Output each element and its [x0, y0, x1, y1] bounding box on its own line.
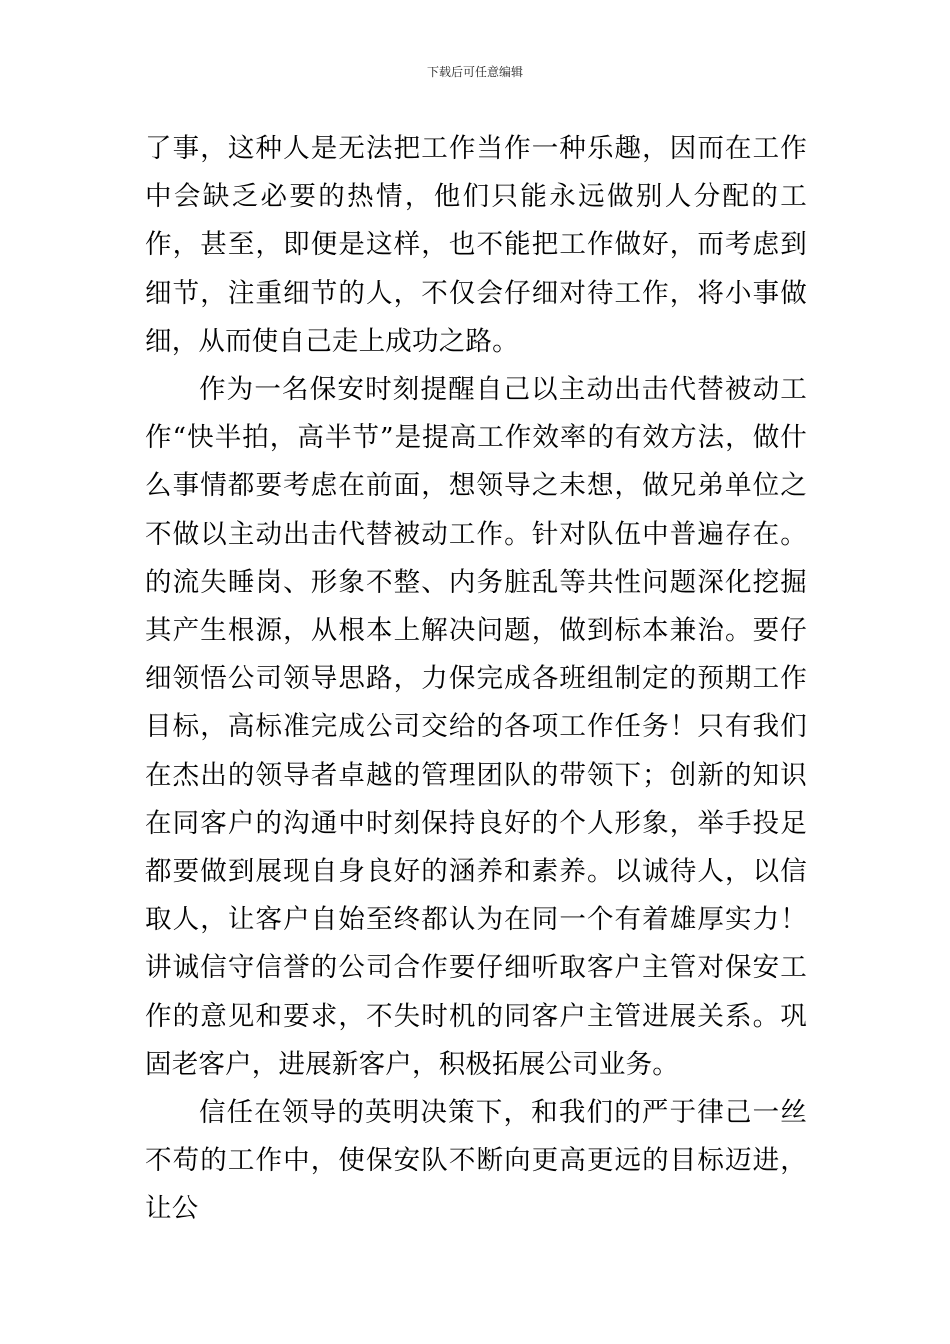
document-body [145, 125, 807, 1234]
paragraph-3: 信任在领导的英明决策下，和我们的严于律己一丝不苟的工作中，使保安队不断向更高更远的目标迈进，让公 [145, 1097, 807, 1225]
paragraph-2: 作为一名保安时刻提醒自己以主动出击代替被动工作“快半拍，高半节”是提高工作效率的有效方法，做什么事情都要考虑在前面，想领导之未想，做兄弟单位之不做以主动出击代替被动工作。针对队伍中普遍存在。的流失睡岗、形象不整、内务脏乱等共性问题深化挖掘其产生根源，从根本上解决问题，做到标本兼治。要仔细领悟公司领导思路，力保完成各班组制定的预期工作目标，高标准完成公司交给的各项工作任务！只有我们在杰出的领导者卓越的管理团队的带领下；创新的知识在同客户的沟通中时刻保持良好的个人形象，举手投足都要做到展现自身良好的涵养和素养。以诚待人，以信取人，让客户自始至终都认为在同一个有着雄厚实力！讲诚信守信誉的公司合作要仔细听取客户主管对保安工作的意见和要求，不失时机的同客户主管进展关系。巩固老客户，进展新客户，积极拓展公司业务。 [145, 374, 807, 1080]
header-note: 下载后可任意编辑 [426, 65, 523, 79]
paragraph-1: 了事，这种人是无法把工作当作一种乐趣，因而在工作中会缺乏必要的热情，他们只能永远做别人分配的工作，甚至，即便是这样，也不能把工作做好，而考虑到细节，注重细节的人，不仅会仔细对待工作，将小事做细，从而使自己走上成功之路。 [145, 133, 807, 357]
